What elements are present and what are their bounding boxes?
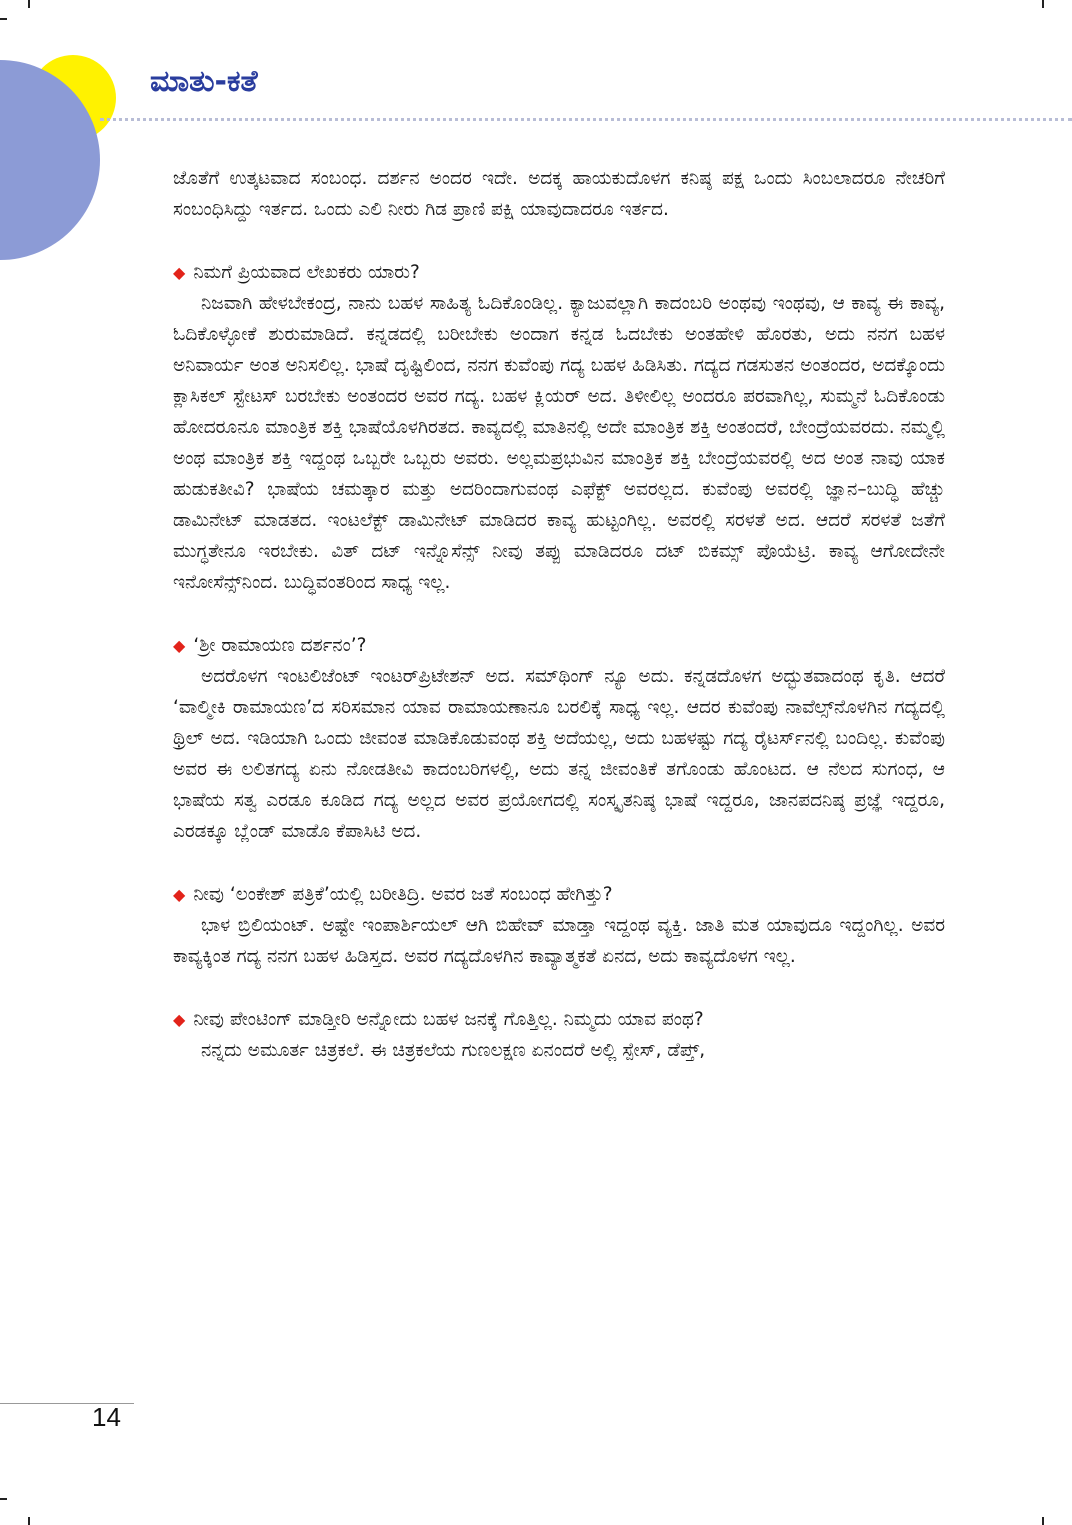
question — [173, 879, 945, 910]
question-text: ‘ಶ್ರೀ ರಾಮಾಯಣ ದರ್ಶನಂ’? — [193, 635, 367, 656]
diamond-bullet-icon: ◆ — [173, 1010, 186, 1029]
question — [173, 1004, 945, 1035]
crop-mark — [1042, 1517, 1044, 1525]
answer: ನನ್ನದು ಅಮೂರ್ತ ಚಿತ್ರಕಲೆ. ಈ ಚಿತ್ರಕಲೆಯ ಗುಣಲಕ್ಷಣ ಏನಂದರೆ ಅಲ್ಲಿ ಸ್ಪೇಸ್, ಡೆಪ್ತ್, — [201, 1040, 706, 1061]
article-body — [173, 163, 945, 1066]
crop-mark — [0, 1498, 7, 1500]
question-text: ನೀವು ‘ಲಂಕೇಶ್ ಪತ್ರಿಕೆ’ಯಲ್ಲಿ ಬರೀತಿದ್ರಿ. ಅವರ ಜತೆ ಸಂಬಂಧ ಹೇಗಿತ್ತು? — [193, 884, 613, 905]
crop-mark — [1042, 0, 1044, 8]
question — [173, 630, 945, 661]
section-title: ಮಾತು-ಕತೆ — [150, 64, 258, 99]
answer: ಅದರೊಳಗ ಇಂಟಲಿಜೆಂಟ್ ಇಂಟರ್‌ಪ್ರಿಟೇಶನ್ ಅದ. ಸಮ್‌ಥಿಂಗ್ ನ್ಯೂ ಅದು. ಕನ್ನಡದೊಳಗ ಅದ್ಭುತವಾದಂಥ ಕೃತಿ. ಆದರೆ ‘ವಾಲ್ಮೀಕಿ ರಾಮಾಯಣ’ದ ಸರಿಸಮಾನ ಯಾವ ರಾಮಾಯಣಾನೂ ಬರಲಿಕ್ಕೆ ಸಾಧ್ಯ ಇಲ್ಲ. ಆದರ ಕುವೆಂಪು ನಾವೆಲ್ಸ್‌ನೊಳಗಿನ ಗದ್ಯದಲ್ಲಿ ಥ್ರಿಲ್ ಅದ. ಇಡಿಯಾಗಿ ಒಂದು ಜೀವಂತ ಮಾಡಿಕೊಡುವಂಥ ಶಕ್ತಿ ಅದೆಯಲ್ಲ, ಅದು ಬಹಳಷ್ಟು ಗದ್ಯ ರೈಟರ್ಸ್‌ನಲ್ಲಿ ಬಂದಿಲ್ಲ. ಕುವೆಂಪು ಅವರ ಈ ಲಲಿತಗದ್ಯ ಏನು ನೋಡತೀವಿ ಕಾದಂಬರಿಗಳಲ್ಲಿ, ಅದು ತನ್ನ ಜೀವಂತಿಕೆ ತಗೊಂಡು ಹೊಂಟದ. ಆ ನೆಲದ ಸುಗಂಧ, ಆ ಭಾಷೆಯ ಸತ್ವ ಎರಡೂ ಕೂಡಿದ ಗದ್ಯ ಅಲ್ಲದ ಅವರ ಪ್ರಯೋಗದಲ್ಲಿ ಸಂಸ್ಕೃತನಿಷ್ಠ ಭಾಷೆ ಇದ್ದರೂ, ಜಾನಪದನಿಷ್ಠ ಪ್ರಜ್ಞೆ ಇದ್ದರೂ, ಎರಡಕ್ಕೂ ಬ್ಲೆಂಡ್ ಮಾಡೊ ಕೆಪಾಸಿಟಿ ಅದ. — [173, 666, 945, 842]
answer: ನಿಜವಾಗಿ ಹೇಳಬೇಕಂದ್ರ, ನಾನು ಬಹಳ ಸಾಹಿತ್ಯ ಓದಿಕೊಂಡಿಲ್ಲ. ಕ್ಯಾಜುವಲ್ಲಾಗಿ ಕಾದಂಬರಿ ಅಂಥವು ಇಂಥವು, ಆ ಕಾವ್ಯ ಈ ಕಾವ್ಯ, ಓದಿಕೊಳ್ಳೋಕೆ ಶುರುಮಾಡಿದೆ. ಕನ್ನಡದಲ್ಲಿ ಬರೀಬೇಕು ಅಂದಾಗ ಕನ್ನಡ ಓದಬೇಕು ಅಂತಹೇಳಿ ಹೊರತು, ಅದು ನನಗ ಬಹಳ ಅನಿವಾರ್ಯ ಅಂತ ಅನಿಸಲಿಲ್ಲ. ಭಾಷೆ ದೃಷ್ಟಿಲಿಂದ, ನನಗ ಕುವೆಂಪು ಗದ್ಯ ಬಹಳ ಹಿಡಿಸಿತು. ಗದ್ಯದ ಗಡಸುತನ ಅಂತಂದರ, ಅದಕ್ಕೊಂದು ಕ್ಲಾಸಿಕಲ್ ಸ್ಟೇಟಸ್ ಬರಬೇಕು ಅಂತಂದರ ಅವರ ಗದ್ಯ. ಬಹಳ ಕ್ಲಿಯರ್ ಅದ. ತಿಳೀಲಿಲ್ಲ ಅಂದರೂ ಪರವಾಗಿಲ್ಲ, ಸುಮ್ಮನೆ ಓದಿಕೊಂಡು ಹೋದರೂನೂ ಮಾಂತ್ರಿಕ ಶಕ್ತಿ ಭಾಷೆಯೊಳಗಿರತದ. ಕಾವ್ಯದಲ್ಲಿ ಮಾತಿನಲ್ಲಿ ಅದೇ ಮಾಂತ್ರಿಕ ಶಕ್ತಿ ಅಂತಂದರೆ, ಬೇಂದ್ರೆಯವರದು. ನಮ್ಮಲ್ಲಿ ಅಂಥ ಮಾಂತ್ರಿಕ ಶಕ್ತಿ ಇದ್ದಂಥ ಒಬ್ಬರೇ ಒಬ್ಬರು ಅವರು. ಅಲ್ಲಮಪ್ರಭುವಿನ ಮಾಂತ್ರಿಕ ಶಕ್ತಿ ಬೇಂದ್ರೆಯವರಲ್ಲಿ ಅದ ಅಂತ ನಾವು ಯಾಕ ಹುಡುಕತೀವಿ? ಭಾಷೆಯ ಚಮತ್ಕಾರ ಮತ್ತು ಅದರಿಂದಾಗುವಂಥ ಎಫೆಕ್ಟ್ ಅವರಲ್ಲದ. ಕುವೆಂಪು ಅವರಲ್ಲಿ ಜ್ಞಾನ–ಬುದ್ಧಿ ಹೆಚ್ಚು ಡಾಮಿನೇಟ್ ಮಾಡತದ. ಇಂಟಲೆಕ್ಟ್ ಡಾಮಿನೇಟ್ ಮಾಡಿದರ ಕಾವ್ಯ ಹುಟ್ಟಂಗಿಲ್ಲ. ಅವರಲ್ಲಿ ಸರಳತೆ ಅದ. ಆದರೆ ಸರಳತೆ ಜತೆಗೆ ಮುಗ್ಧತೇನೂ ಇರಬೇಕು. ವಿತ್ ದಟ್ ಇನ್ನೊಸೆನ್ಸ್ ನೀವು ತಪ್ಪು ಮಾಡಿದರೂ ದಟ್ ಬಿಕಮ್ಸ್ ಪೊಯೆಟ್ರಿ. ಕಾವ್ಯ ಆಗೋದೇನೇ ಇನೋಸೆನ್ಸ್‌ನಿಂದ. ಬುದ್ಧಿವಂತರಿಂದ ಸಾಧ್ಯ ಇಲ್ಲ. — [173, 293, 945, 593]
question-text: ನೀವು ಪೇಂಟಿಂಗ್ ಮಾಡ್ತೀರಿ ಅನ್ನೋದು ಬಹಳ ಜನಕ್ಕೆ ಗೊತ್ತಿಲ್ಲ. ನಿಮ್ಮದು ಯಾವ ಪಂಥ? — [193, 1009, 704, 1030]
diamond-bullet-icon: ◆ — [173, 636, 186, 655]
question — [173, 257, 945, 288]
dotted-divider — [100, 118, 1072, 121]
crop-mark — [0, 18, 7, 20]
paragraph: ಜೊತೆಗೆ ಉತ್ಕಟವಾದ ಸಂಬಂಧ. ದರ್ಶನ ಅಂದರ ಇದೇ. ಅದಕ್ಕ ಹಾಯಕುದೊಳಗ ಕನಿಷ್ಠ ಪಕ್ಷ ಒಂದು ಸಿಂಬಲಾದರೂ ನೇಚರಿಗೆ ಸಂಬಂಧಿಸಿದ್ದು ಇರ್ತದ. ಒಂದು ಎಲಿ ನೀರು ಗಿಡ ಪ್ರಾಣಿ ಪಕ್ಷಿ ಯಾವುದಾದರೂ ಇರ್ತದ. — [173, 168, 945, 220]
diamond-bullet-icon: ◆ — [173, 263, 186, 282]
page-number: 14 — [92, 1402, 121, 1432]
answer: ಭಾಳ ಬ್ರಿಲಿಯಂಟ್. ಅಷ್ಟೇ ಇಂಪಾರ್ಶಿಯಲ್ ಆಗಿ ಬಿಹೇವ್ ಮಾಡ್ತಾ ಇದ್ದಂಥ ವ್ಯಕ್ತಿ. ಜಾತಿ ಮತ ಯಾವುದೂ ಇದ್ದಂಗಿಲ್ಲ. ಅವರ ಕಾವ್ಯಕ್ಕಿಂತ ಗದ್ಯ ನನಗ ಬಹಳ ಹಿಡಿಸ್ತದ. ಅವರ ಗದ್ಯದೊಳಗಿನ ಕಾವ್ಯಾತ್ಮಕತೆ ಏನದ, ಅದು ಕಾವ್ಯದೊಳಗ ಇಲ್ಲ. — [173, 915, 945, 967]
crop-mark — [28, 0, 30, 8]
diamond-bullet-icon: ◆ — [173, 885, 186, 904]
question-text: ನಿಮಗೆ ಪ್ರಿಯವಾದ ಲೇಖಕರು ಯಾರು? — [193, 262, 420, 283]
crop-mark — [28, 1517, 30, 1525]
